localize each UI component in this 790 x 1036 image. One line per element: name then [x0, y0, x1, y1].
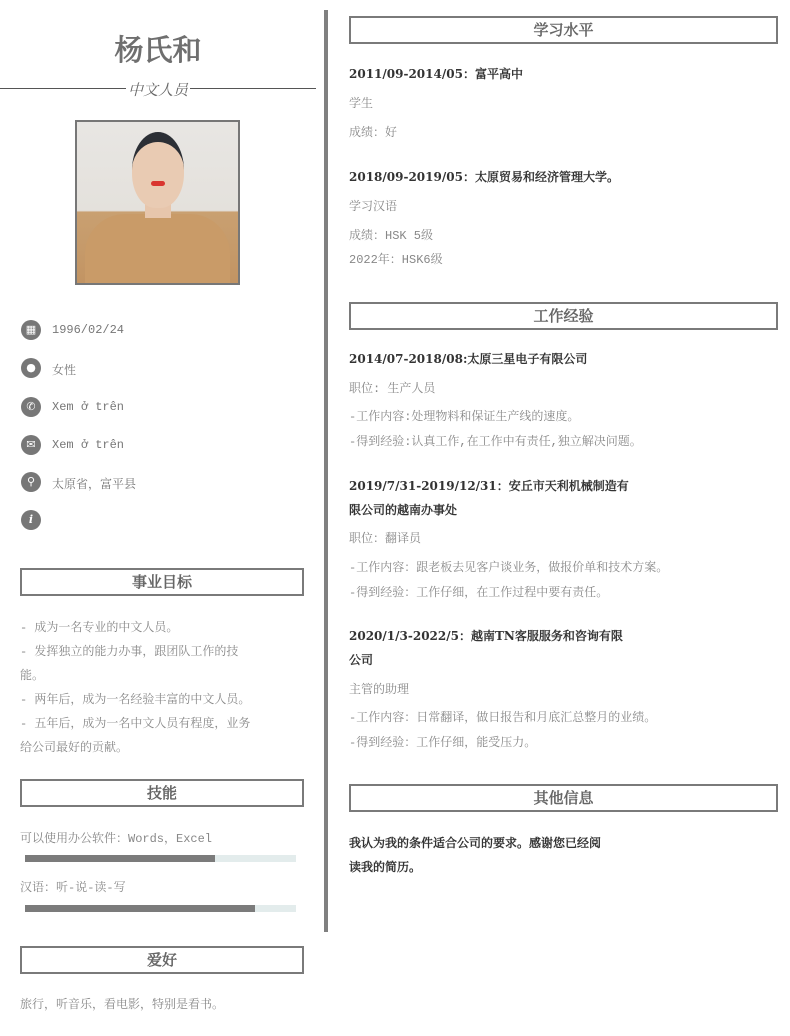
skill-bar-fill [25, 905, 255, 912]
other-info-heading: 其他信息 [349, 784, 778, 812]
skill-bar [25, 905, 296, 912]
location-icon: ⚲ [21, 472, 41, 492]
email-icon: ✉ [21, 435, 41, 455]
job-title: 2020/1/3-2022/5：越南TN客服服务和咨询有限 [349, 629, 623, 643]
skill-bar [25, 855, 296, 862]
gender: 女性 [52, 364, 77, 378]
job-line: -得到经验:认真工作,在工作中有责任,独立解决问题。 [349, 435, 642, 449]
calendar-icon: ▦ [21, 320, 41, 340]
phone: Xem ở trên [52, 400, 125, 414]
job-line: -得到经验：工作仔细，能受压力。 [349, 736, 537, 750]
objective-line: 能。 [20, 669, 45, 683]
job-title: 2014/07-2018/08:太原三星电子有限公司 [349, 352, 588, 366]
objective-line: 给公司最好的贡献。 [20, 741, 129, 755]
education-line: 学习汉语 [349, 200, 398, 214]
experience-heading: 工作经验 [349, 302, 778, 330]
skill-label: 可以使用办公软件：Words，Excel [20, 832, 213, 846]
job-title: 2019/7/31-2019/12/31：安丘市天利机械制造有 [349, 479, 629, 493]
address: 太原省，富平县 [52, 478, 137, 492]
education-title: 2011/09-2014/05：富平高中 [349, 67, 523, 81]
objective-line: - 成为一名专业的中文人员。 [20, 621, 179, 635]
candidate-name: 杨氏和 [114, 33, 202, 67]
other-info-line: 我认为我的条件适合公司的要求。感谢您已经阅 [349, 836, 602, 850]
education-line: 成绩：HSK 5级 [349, 229, 434, 243]
job-line: 职位：翻译员 [349, 532, 422, 546]
job-line: -得到经验：工作仔细，在工作过程中要有责任。 [349, 586, 609, 600]
education-line: 成绩：好 [349, 126, 398, 140]
job-title: 限公司的越南办事处 [349, 503, 458, 517]
job-line: -工作内容：日常翻译，做日报告和月底汇总整月的业绩。 [349, 711, 657, 725]
email: Xem ở trên [52, 438, 125, 452]
profile-photo [75, 120, 240, 285]
info-icon: i [21, 510, 41, 530]
column-divider [324, 10, 328, 932]
other-info-line: 读我的简历。 [349, 860, 422, 874]
objective-line: - 五年后，成为一名中文人员有程度，业务 [20, 717, 251, 731]
job-line: -工作内容:处理物料和保证生产线的速度。 [349, 410, 580, 424]
job-title: 公司 [349, 653, 374, 667]
objective-line: - 发挥独立的能力办事，跟团队工作的技 [20, 645, 239, 659]
birthdate: 1996/02/24 [52, 323, 125, 337]
education-title: 2018/09-2019/05：太原贸易和经济管理大学。 [349, 170, 619, 184]
objective-heading: 事业目标 [20, 568, 304, 596]
user-icon: ● [21, 358, 41, 378]
skill-label: 汉语：听-说-读-写 [20, 881, 126, 895]
education-line: 2022年：HSK6级 [349, 253, 443, 267]
skills-heading: 技能 [20, 779, 304, 807]
objective-line: - 两年后，成为一名经验丰富的中文人员。 [20, 693, 251, 707]
skill-bar-fill [25, 855, 215, 862]
job-line: 主管的助理 [349, 683, 410, 697]
job-line: -工作内容：跟老板去见客户谈业务，做报价单和技术方案。 [349, 561, 669, 575]
job-line: 职位: 生产人员 [349, 382, 436, 396]
hobbies-heading: 爱好 [20, 946, 304, 974]
education-heading: 学习水平 [349, 16, 778, 44]
hobbies-text: 旅行，听音乐，看电影，特别是看书。 [20, 998, 225, 1012]
education-line: 学生 [349, 97, 374, 111]
job-title: 中文人员 [127, 81, 188, 99]
phone-icon: ✆ [21, 397, 41, 417]
